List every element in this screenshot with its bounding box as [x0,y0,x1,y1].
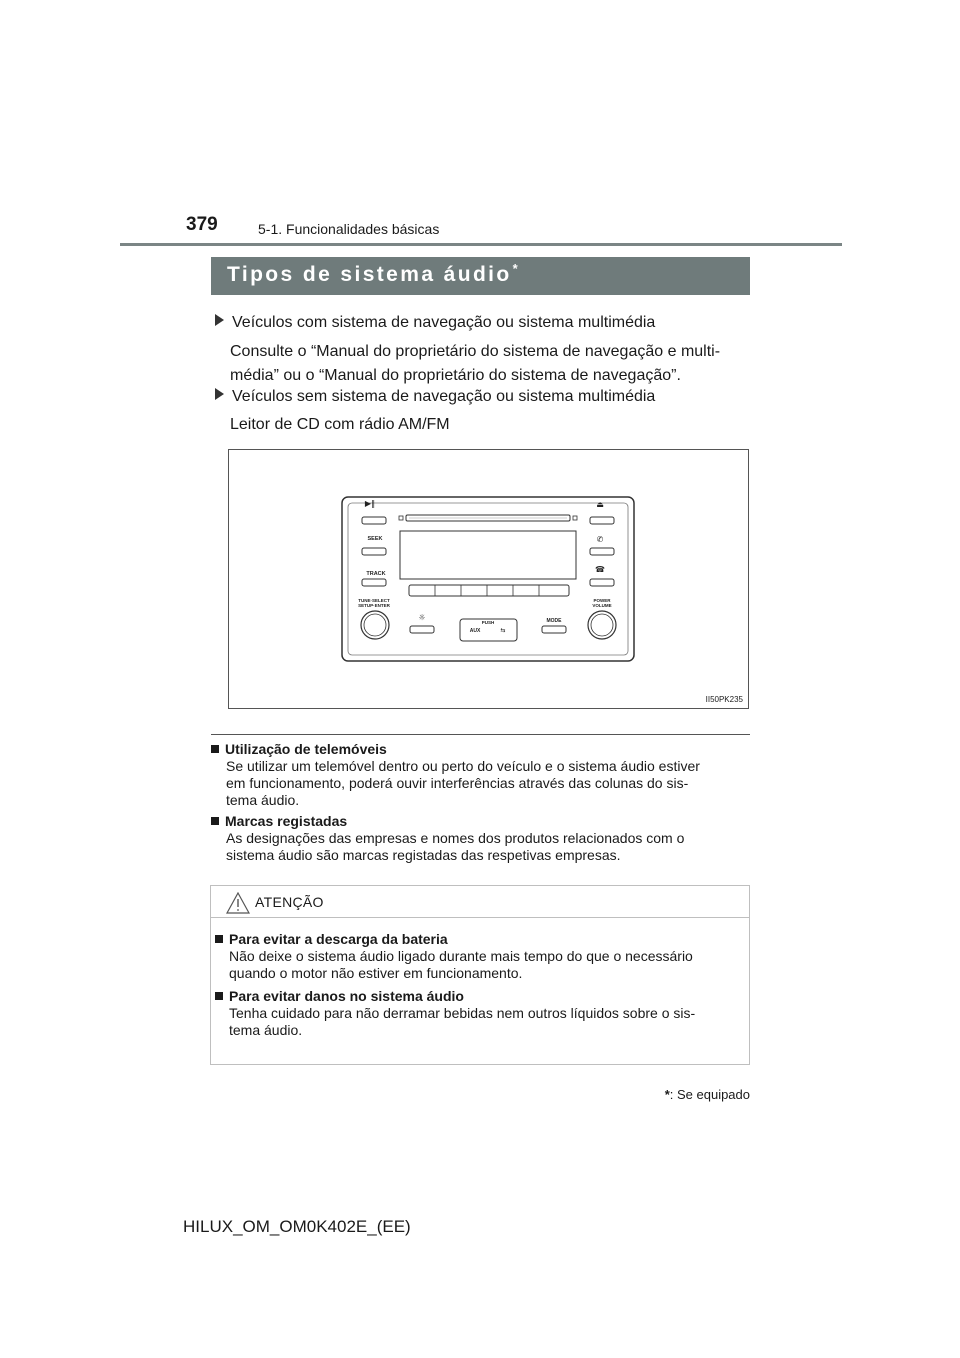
svg-text:POWER: POWER [593,598,611,603]
page-title-text: Tipos de sistema áudio [227,263,512,286]
warning-content [215,930,743,1039]
page-number: 379 [186,214,218,235]
note-heading: Utilização de telemóveis [211,740,749,758]
item2-heading: Veículos sem sistema de navegação ou sistema multimédia [215,385,655,409]
document-code: HILUX_OM_OM0K402E_(EE) [183,1217,411,1236]
svg-text:✆: ✆ [596,535,604,544]
svg-text:TRACK: TRACK [366,571,386,577]
svg-text:SETUP·ENTER: SETUP·ENTER [358,603,390,608]
notes-divider [211,734,750,735]
audio-unit-illustration [229,450,748,708]
square-bullet-icon [215,992,223,1000]
notes-section [211,740,749,864]
header-divider [120,243,842,246]
svg-text:AUX: AUX [469,628,481,634]
svg-text:⇆: ⇆ [500,627,506,634]
svg-text:PUSH: PUSH [481,620,495,625]
warning-item-body: Tenha cuidado para não derramar bebidas nem outros líquidos sobre o sis- tema áudio. [229,1005,696,1038]
svg-text:▶‖: ▶‖ [364,499,376,508]
audio-unit-figure [228,449,749,709]
note-body: Se utilizar um telemóvel dentro ou perto do veículo e o sistema áudio estiver em funcionamento, poderá ouvir interferências através das colunas do sis- tema áudio. [226,758,700,808]
svg-text:VOLUME: VOLUME [592,603,612,608]
asterisk-icon: * [664,1087,670,1102]
note-heading: Marcas registadas [211,812,749,830]
section-label: 5-1. Funcionalidades básicas [258,221,440,237]
square-bullet-icon [215,935,223,943]
warning-title: ATENÇÃO [255,894,324,910]
warning-box [210,885,750,1065]
svg-text:⏏: ⏏ [596,500,604,509]
warning-header-divider [211,917,749,918]
svg-text:☼: ☼ [418,613,426,622]
square-bullet-icon [211,817,219,825]
optional-marker-icon: * [512,261,521,276]
warning-item-body: Não deixe o sistema áudio ligado durante mais tempo do que o necessário quando o motor não estiver em funcionamento. [229,948,693,981]
warning-item-heading: Para evitar a descarga da bateria [215,930,743,948]
svg-text:MODE: MODE [546,618,562,624]
section-title-bar [211,257,750,295]
item1-heading: Veículos com sistema de navegação ou sistema multimédia [215,311,655,335]
item2-description: Leitor de CD com rádio AM/FM [230,416,450,433]
svg-text:TUNE·SELECT: TUNE·SELECT [358,598,390,603]
figure-code: II50PK235 [705,695,743,704]
square-bullet-icon [211,745,219,753]
svg-text:☎: ☎ [595,565,605,574]
svg-text:SEEK: SEEK [367,536,383,542]
page-title [227,263,520,287]
triangle-bullet-icon [215,314,224,326]
footnote: *: Se equipado [664,1087,750,1102]
note-body: As designações das empresas e nomes dos produtos relacionados com o sistema áudio são marcas registadas das respetivas empresas. [226,830,685,863]
warning-triangle-icon [226,892,250,914]
item1-description: Consulte o “Manual do proprietário do sistema de navegação e multi- média” ou o “Manual do proprietário do sistema de navegação”. [230,343,721,384]
triangle-bullet-icon [215,388,224,400]
warning-item-heading: Para evitar danos no sistema áudio [215,987,743,1005]
